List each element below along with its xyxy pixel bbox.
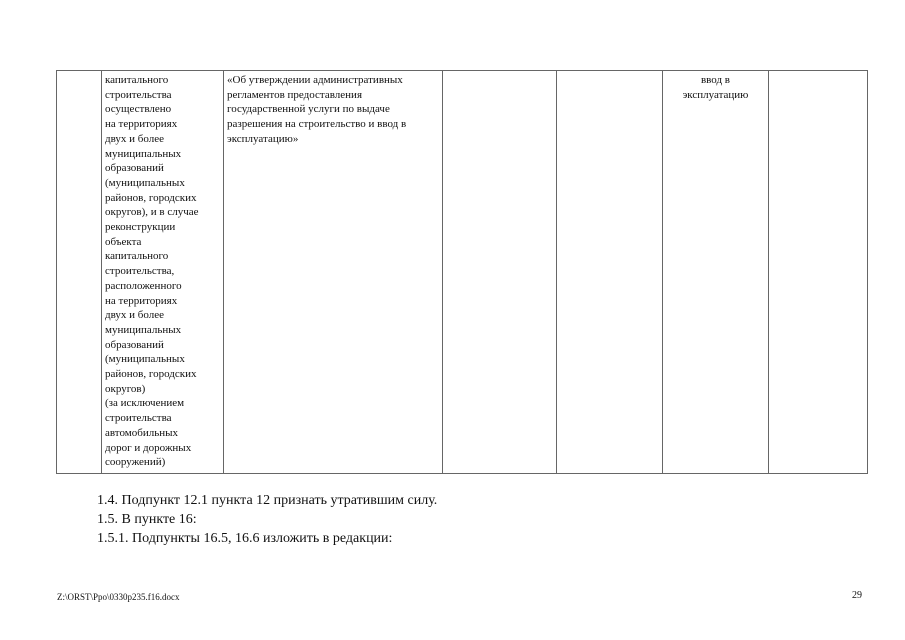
table-cell-object-description: [102, 71, 224, 474]
table-cell-regulation-title: [224, 71, 443, 474]
cell-text: капитального строительства осуществлено на территориях двух и более муниципальных образований (муниципальных районов, городских округов), и в случае реконструкции объекта капитального строительства, расположенного на территориях двух и более муниципальных образований (муниципальных районов, городских округов) (за исключением строительства автомобильных дорог и дорожных сооружений): [105, 74, 199, 469]
table-cell-empty-7: [769, 71, 868, 474]
footer-file-path: Z:\ORST\Ppo\0330p235.f16.docx: [57, 592, 180, 602]
cell-text: «Об утверждении административных регламентов предоставления государственной услуги по выдаче разрешения на строительство и ввод в эксплуатацию»: [227, 74, 407, 145]
table-cell-empty-5: [557, 71, 663, 474]
cell-text: ввод в эксплуатацию: [682, 74, 749, 101]
paragraph-1-4: 1.4. Подпункт 12.1 пункта 12 признать утратившим силу.: [97, 493, 438, 508]
paragraph-1-5: 1.5. В пункте 16:: [97, 512, 197, 527]
paragraph-1-5-1: 1.5.1. Подпункты 16.5, 16.6 изложить в редакции:: [97, 531, 393, 546]
page-number: 29: [852, 590, 862, 601]
table-cell-commissioning: [663, 71, 769, 474]
table-cell-number: [57, 71, 102, 474]
table-row: [57, 71, 868, 474]
table-cell-empty-4: [443, 71, 557, 474]
document-table: [56, 70, 868, 474]
